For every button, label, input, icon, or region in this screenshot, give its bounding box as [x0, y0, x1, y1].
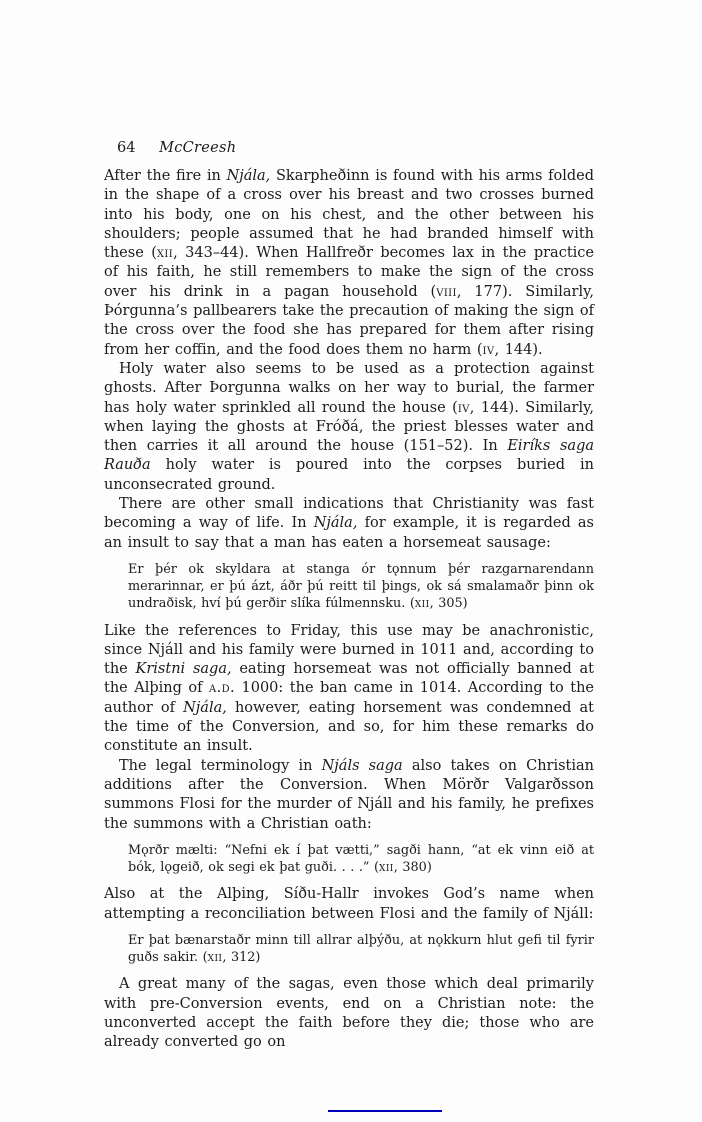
text-segment: Eiríks saga Rauða	[104, 438, 594, 474]
running-title: McCreesh	[159, 140, 237, 156]
block-quote	[128, 842, 594, 876]
text-segment: for example, it is regarded as an insult to say that a man has eaten a horsemeat sausage:	[104, 515, 594, 551]
body-paragraph	[104, 757, 594, 834]
text-segment: however, eating horsement was condemned at the time of the Conversion, and so, for him these remarks do constitute an insult.	[104, 699, 594, 755]
text-segment: xii	[156, 245, 174, 262]
footer-rule	[328, 1110, 442, 1112]
text-segment: 1000: the ban came in 1014. According to the author of	[104, 680, 594, 716]
text-segment: holy water is poured into the corpses buried in unconsecrated ground.	[104, 457, 594, 493]
page-number: 64	[117, 140, 136, 156]
text-segment: eating horsemeat was not officially banned at the Alþing of	[104, 661, 594, 697]
text-segment: Njála,	[313, 515, 358, 532]
text-segment: The legal terminology in	[119, 757, 322, 774]
text-segment: Like the references to Friday, this use may be anachronistic, since Njáll and his family were burned in 1011 and, according to the	[104, 622, 594, 678]
body-paragraph	[104, 885, 594, 924]
text-segment: There are other small indications that Christianity was fast becoming a way of life. In	[104, 496, 594, 532]
body-paragraph	[104, 495, 594, 553]
text-segment: Njála,	[183, 699, 227, 716]
body-paragraph	[104, 622, 594, 757]
block-quote	[128, 932, 594, 966]
text-segment: xii	[207, 950, 223, 966]
text-segment: xii	[414, 596, 430, 612]
text-segment: also takes on Christian additions after the Conversion. When Mörðr Valgarðsson summons Flosi for the murder of Njáll and his family, he prefixes the summons with a Christian oath:	[104, 757, 594, 832]
text-segment: Mǫrðr mælti: “Nefni ek í þat vætti,” sagði hann, “at ek vinn eið at bók, lǫgeið, ok segi ek þat guði. . . .” (	[128, 842, 594, 876]
block-quote	[128, 561, 594, 613]
text-segment: , 144). Similarly, when laying the ghosts at Fróðá, the priest blesses water and then carries it all around the house (151–52). In	[104, 399, 594, 455]
text-segment: iv	[482, 341, 495, 358]
text-segment: , 343–44). When Hallfreðr becomes lax in the practice of his faith, he still remembers to make the sign of the cross over his drink in a pagan household (	[104, 245, 594, 300]
text-segment: xii	[379, 860, 394, 876]
text-segment: , 144).	[494, 341, 543, 358]
text-segment: Er þér ok skyldara at stanga ór tǫnnum þér razgarnarendann merarinnar, er þú ázt, áðr þú reitt til þings, ok sá smalamaðr þinn ok undraðisk, hví þú gerðir slíka fúlmennsku. (	[128, 561, 594, 612]
text-segment: Njáls saga	[321, 757, 403, 774]
body-paragraph	[104, 360, 594, 495]
text-segment: viii	[436, 283, 457, 300]
text-segment: Njála,	[226, 168, 271, 184]
text-segment: A great many of the sagas, even those which deal primarily with pre-Conversion events, end on a Christian note: the unconverted accept the faith before they die; those who are already converted go on	[104, 976, 594, 1051]
text-segment: Skarpheðinn is found with his arms folded in the shape of a cross over his breast and two crosses burned into his body, one on his chest, and the other between his shoulders; people assumed that he had branded himself with these (	[104, 168, 595, 262]
page-header	[117, 139, 236, 157]
text-segment: After the fire in	[104, 168, 227, 184]
text-segment: Er þat bænarstaðr minn till allrar alþýðu, at nǫkkurn hlut gefi til fyrir guðs sakir. (	[128, 932, 594, 966]
text-segment: , 312)	[222, 950, 261, 966]
text-segment: , 380)	[393, 860, 432, 876]
text-segment: Also at the Alþing, Síðu-Hallr invokes God’s name when attempting a reconciliation between Flosi and the family of Njáll:	[104, 886, 594, 922]
text-segment: Holy water also seems to be used as a protection against ghosts. After Þorgunna walks on her way to burial, the farmer has holy water sprinkled all round the house (	[104, 360, 594, 416]
body-paragraph	[104, 167, 594, 360]
text-segment: iv	[457, 399, 470, 416]
text-segment: a.d.	[208, 680, 236, 697]
text-segment: Kristni saga,	[135, 661, 232, 678]
body-paragraph	[104, 975, 594, 1052]
page-content	[104, 167, 594, 1052]
text-segment: , 177). Similarly, Þórgunna’s pallbearers take the precaution of making the sign of the cross over the food she has prepared for them after rising from her coffin, and the food does them no harm (	[104, 283, 594, 358]
text-segment: , 305)	[429, 596, 468, 612]
